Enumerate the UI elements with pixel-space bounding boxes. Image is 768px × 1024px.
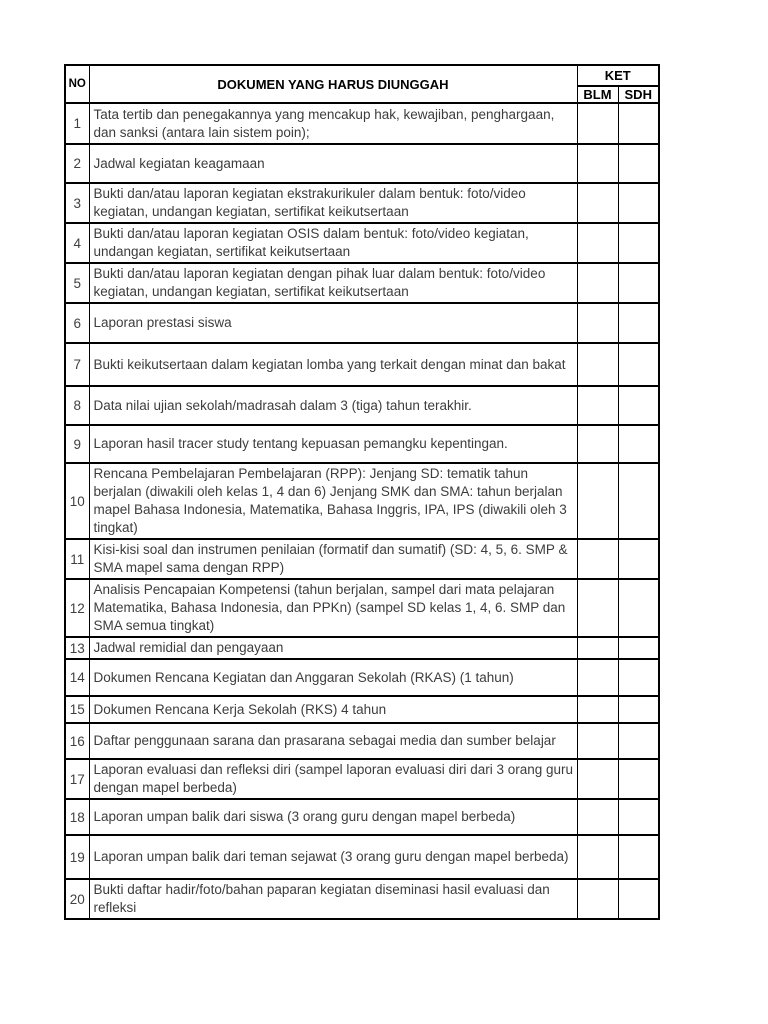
document-name: Bukti daftar hadir/foto/bahan paparan kegiatan diseminasi hasil evaluasi dan refleksi <box>89 879 577 919</box>
blm-cell <box>577 343 618 386</box>
sdh-cell <box>618 303 659 343</box>
table-row <box>65 263 659 303</box>
blm-cell <box>577 263 618 303</box>
sdh-cell <box>618 386 659 425</box>
document-name: Data nilai ujian sekolah/madrasah dalam 3 (tiga) tahun terakhir. <box>89 386 577 425</box>
table-row <box>65 579 659 637</box>
sdh-cell <box>618 723 659 759</box>
sdh-cell <box>618 425 659 463</box>
blm-cell <box>577 759 618 799</box>
row-number: 19 <box>65 835 89 879</box>
blm-cell <box>577 723 618 759</box>
table-row <box>65 223 659 263</box>
table-row <box>65 637 659 659</box>
document-name: Bukti keikutsertaan dalam kegiatan lomba yang terkait dengan minat dan bakat <box>89 343 577 386</box>
blm-cell <box>577 637 618 659</box>
table-row <box>65 425 659 463</box>
sdh-cell <box>618 144 659 183</box>
sdh-cell <box>618 659 659 696</box>
row-number: 9 <box>65 425 89 463</box>
table-row <box>65 103 659 144</box>
document-name: Bukti dan/atau laporan kegiatan OSIS dalam bentuk: foto/video kegiatan, undangan kegiatan, sertifikat keikutsertaan <box>89 223 577 263</box>
document-name: Daftar penggunaan sarana dan prasarana sebagai media dan sumber belajar <box>89 723 577 759</box>
table-row <box>65 343 659 386</box>
blm-cell <box>577 696 618 723</box>
row-number: 18 <box>65 799 89 835</box>
row-number: 15 <box>65 696 89 723</box>
row-number: 5 <box>65 263 89 303</box>
table-row <box>65 835 659 879</box>
sdh-cell <box>618 263 659 303</box>
document-name: Laporan umpan balik dari teman sejawat (3 orang guru dengan mapel berbeda) <box>89 835 577 879</box>
table-row <box>65 463 659 539</box>
sdh-cell <box>618 759 659 799</box>
document-name: Kisi-kisi soal dan instrumen penilaian (formatif dan sumatif) (SD: 4, 5, 6. SMP & SMA mapel sama dengan RPP) <box>89 539 577 579</box>
upload-documents-table <box>64 64 660 920</box>
document-name: Dokumen Rencana Kerja Sekolah (RKS) 4 tahun <box>89 696 577 723</box>
blm-cell <box>577 659 618 696</box>
sdh-cell <box>618 539 659 579</box>
sdh-cell <box>618 696 659 723</box>
row-number: 20 <box>65 879 89 919</box>
blm-cell <box>577 386 618 425</box>
row-number: 17 <box>65 759 89 799</box>
row-number: 13 <box>65 637 89 659</box>
document-name: Tata tertib dan penegakannya yang mencakup hak, kewajiban, penghargaan, dan sanksi (antara lain sistem poin); <box>89 103 577 144</box>
table-row <box>65 879 659 919</box>
sdh-cell <box>618 463 659 539</box>
document-name: Bukti dan/atau laporan kegiatan ekstrakurikuler dalam bentuk: foto/video kegiatan, undangan kegiatan, sertifikat keikutsertaan <box>89 183 577 223</box>
blm-cell <box>577 799 618 835</box>
document-name: Bukti dan/atau laporan kegiatan dengan pihak luar dalam bentuk: foto/video kegiatan, undangan kegiatan, sertifikat keikutsertaan <box>89 263 577 303</box>
blm-cell <box>577 425 618 463</box>
table-row <box>65 539 659 579</box>
document-name: Dokumen Rencana Kegiatan dan Anggaran Sekolah (RKAS) (1 tahun) <box>89 659 577 696</box>
blm-cell <box>577 223 618 263</box>
row-number: 12 <box>65 579 89 637</box>
row-number: 4 <box>65 223 89 263</box>
header-no: NO <box>65 65 89 103</box>
row-number: 7 <box>65 343 89 386</box>
blm-cell <box>577 579 618 637</box>
table-row <box>65 723 659 759</box>
table-row <box>65 799 659 835</box>
row-number: 8 <box>65 386 89 425</box>
sdh-cell <box>618 223 659 263</box>
table-body <box>65 103 659 919</box>
row-number: 11 <box>65 539 89 579</box>
header-blm: BLM <box>577 86 618 103</box>
sdh-cell <box>618 879 659 919</box>
header-sdh: SDH <box>618 86 659 103</box>
table-row <box>65 386 659 425</box>
row-number: 1 <box>65 103 89 144</box>
document-name: Rencana Pembelajaran Pembelajaran (RPP): Jenjang SD: tematik tahun berjalan (diwakili oleh kelas 1, 4 dan 6) Jenjang SMK dan SMA: tahun berjalan mapel Bahasa Indonesia, Matematika, Bahasa Inggris, IPA, IPS (diwakili oleh 3 tingkat) <box>89 463 577 539</box>
sdh-cell <box>618 103 659 144</box>
sdh-cell <box>618 579 659 637</box>
sdh-cell <box>618 799 659 835</box>
sdh-cell <box>618 343 659 386</box>
row-number: 14 <box>65 659 89 696</box>
document-name: Laporan umpan balik dari siswa (3 orang guru dengan mapel berbeda) <box>89 799 577 835</box>
document-name: Analisis Pencapaian Kompetensi (tahun berjalan, sampel dari mata pelajaran Matematika, Bahasa Indonesia, dan PPKn) (sampel SD kelas 1, 4, 6. SMP dan SMA semua tingkat) <box>89 579 577 637</box>
blm-cell <box>577 144 618 183</box>
row-number: 2 <box>65 144 89 183</box>
blm-cell <box>577 463 618 539</box>
blm-cell <box>577 303 618 343</box>
blm-cell <box>577 539 618 579</box>
row-number: 16 <box>65 723 89 759</box>
blm-cell <box>577 879 618 919</box>
row-number: 6 <box>65 303 89 343</box>
blm-cell <box>577 835 618 879</box>
document-name: Jadwal remidial dan pengayaan <box>89 637 577 659</box>
table-row <box>65 303 659 343</box>
document-name: Laporan evaluasi dan refleksi diri (sampel laporan evaluasi diri dari 3 orang guru dengan mapel berbeda) <box>89 759 577 799</box>
header-ket: KET <box>577 65 659 86</box>
table-row <box>65 659 659 696</box>
document-name: Laporan hasil tracer study tentang kepuasan pemangku kepentingan. <box>89 425 577 463</box>
blm-cell <box>577 103 618 144</box>
table-row <box>65 696 659 723</box>
sdh-cell <box>618 835 659 879</box>
sdh-cell <box>618 637 659 659</box>
header-row-top <box>65 65 659 86</box>
row-number: 3 <box>65 183 89 223</box>
table-row <box>65 183 659 223</box>
table-row <box>65 759 659 799</box>
blm-cell <box>577 183 618 223</box>
header-document: DOKUMEN YANG HARUS DIUNGGAH <box>89 65 577 103</box>
table-row <box>65 144 659 183</box>
row-number: 10 <box>65 463 89 539</box>
document-name: Laporan prestasi siswa <box>89 303 577 343</box>
document-name: Jadwal kegiatan keagamaan <box>89 144 577 183</box>
sdh-cell <box>618 183 659 223</box>
